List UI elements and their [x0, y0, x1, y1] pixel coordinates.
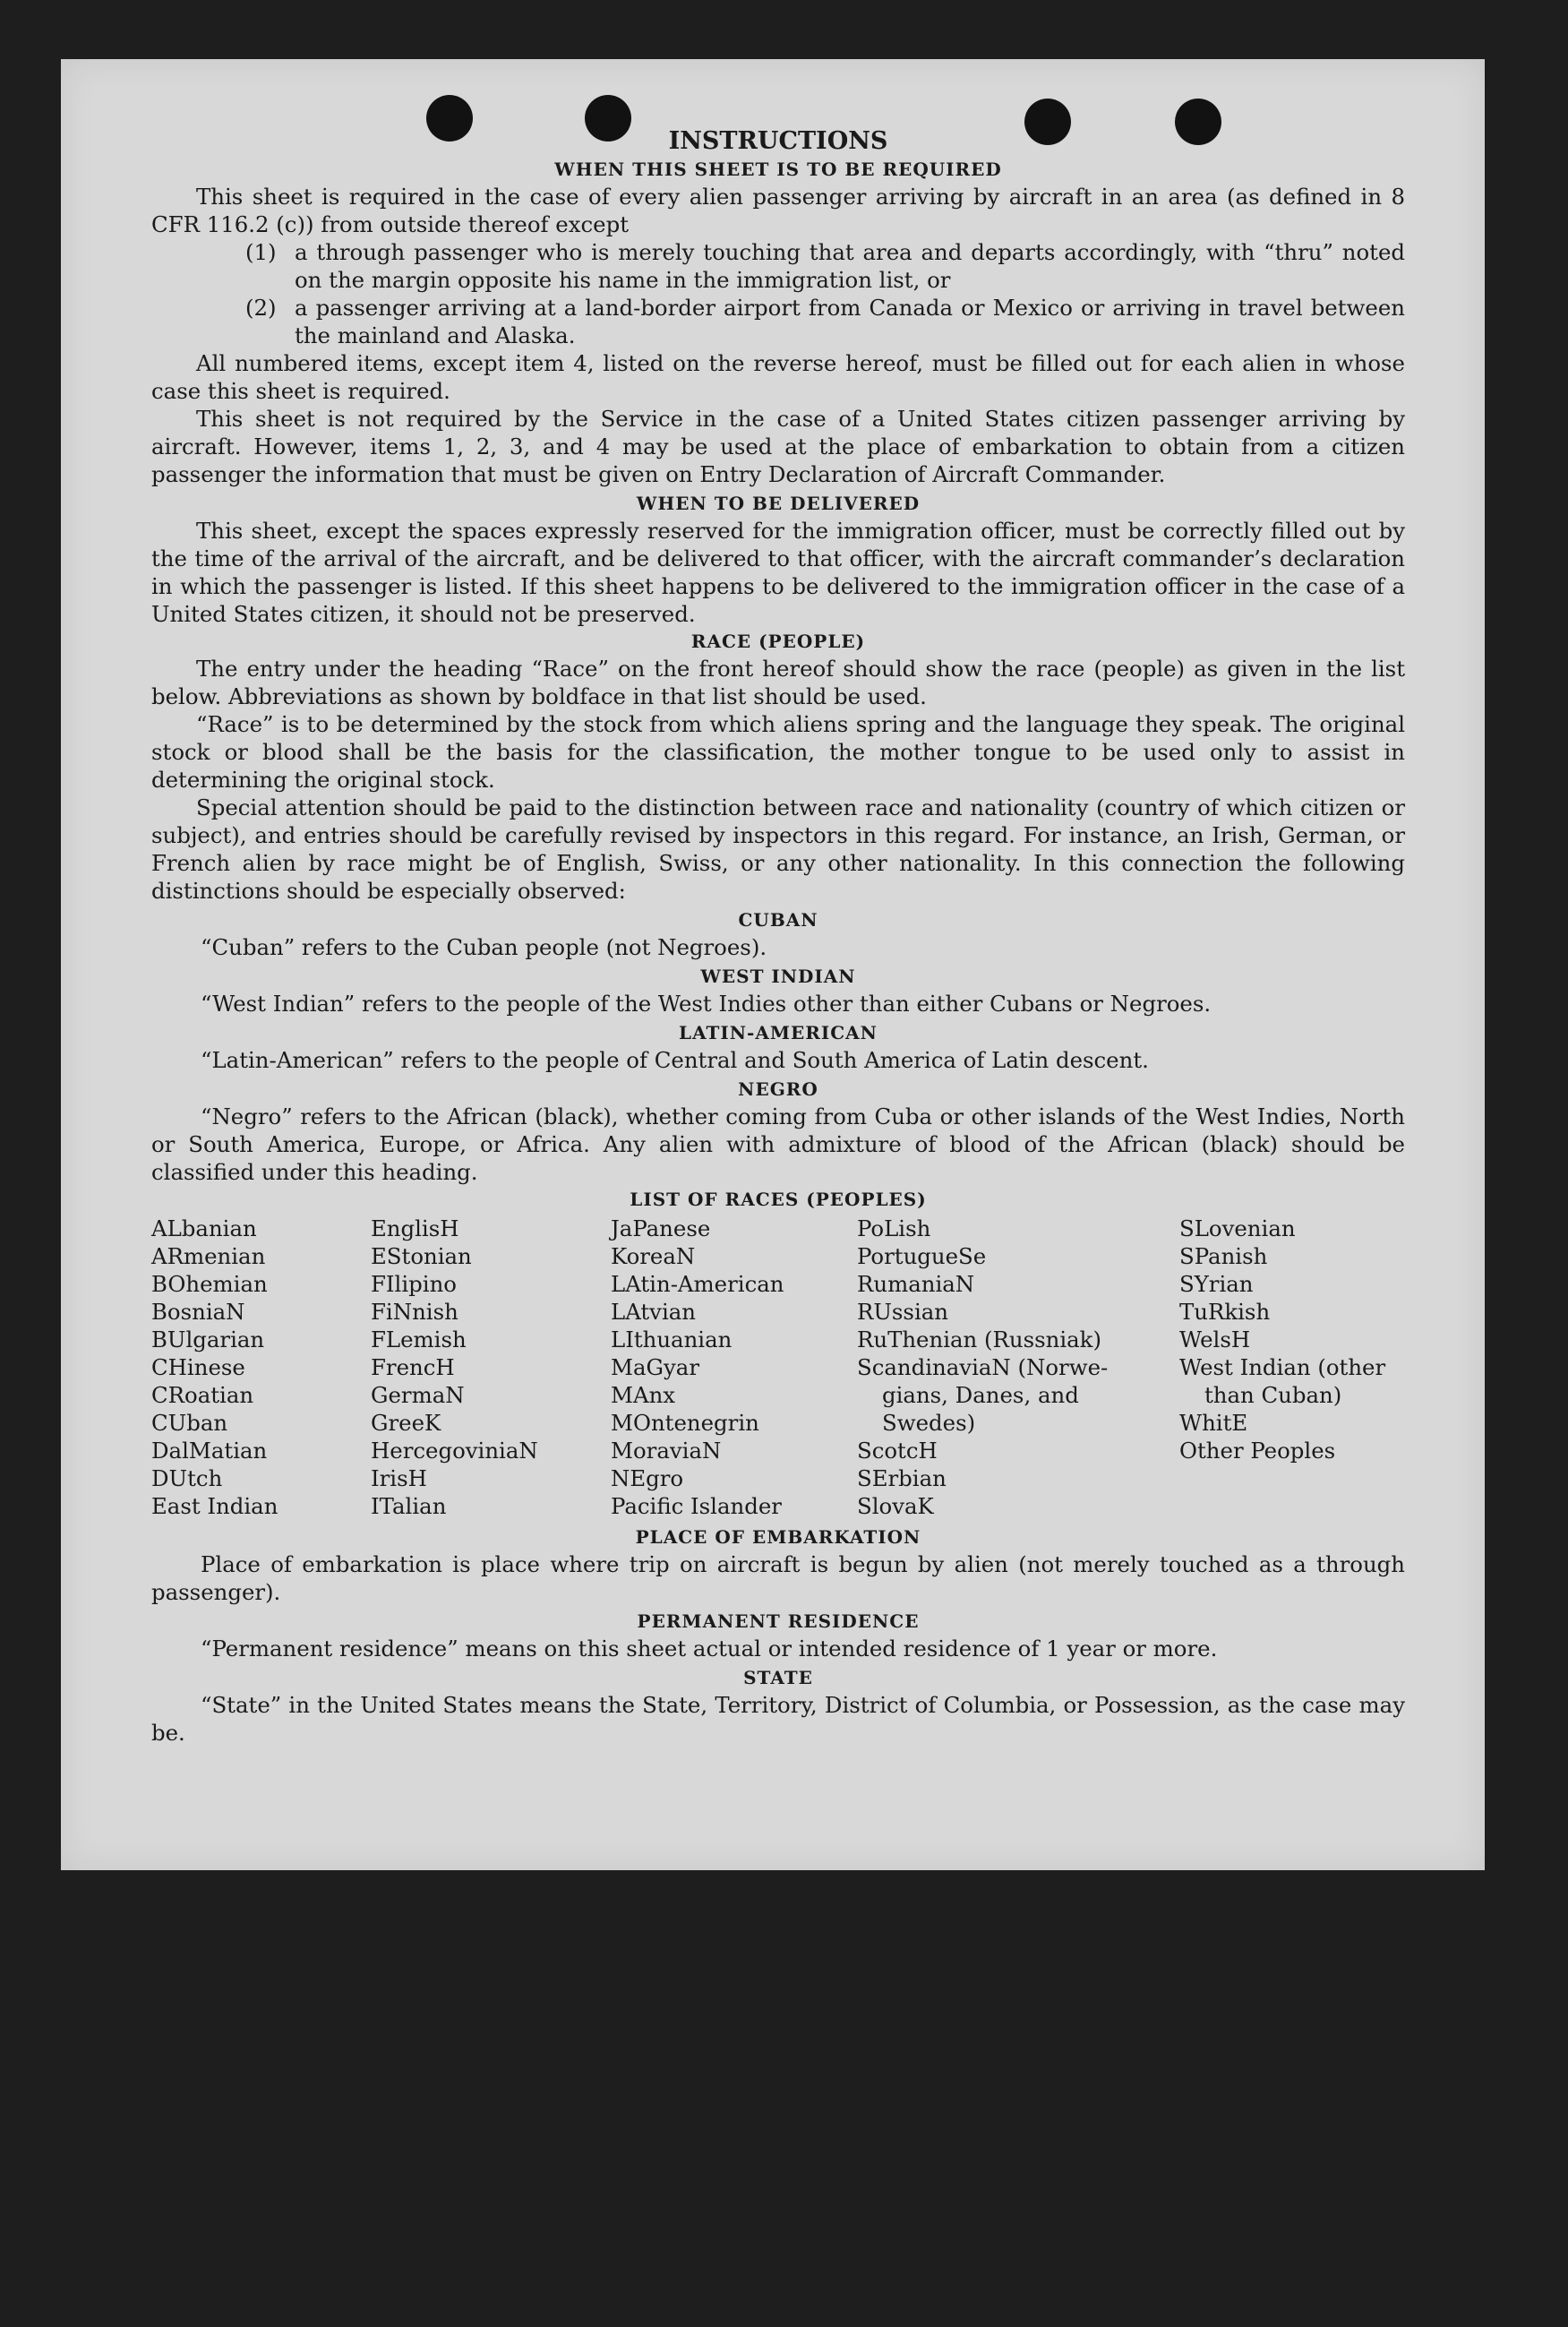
race-entry: gians, Danes, and: [882, 1382, 1079, 1408]
section-heading: NEGRO: [738, 1078, 818, 1100]
race-entry: LIthuanian: [611, 1327, 733, 1352]
paragraph: The entry under the heading “Race” on the front hereof should show the race (people) as given in the list below. Abbreviations as shown by boldface in that list should be used.: [151, 656, 1405, 709]
race-entry: GermaN: [371, 1382, 465, 1408]
race-entry: BosniaN: [151, 1299, 245, 1325]
race-entry: TuRkish: [1179, 1299, 1271, 1325]
race-entry: CHinese: [151, 1354, 245, 1380]
race-entry: CUban: [151, 1410, 228, 1436]
paragraph: Special attention should be paid to the distinction between race and nationality (country of which citizen or subject), and entries should be carefully revised by inspectors in this regard. For instance, an Irish, German, or French alien by race might be of English, Swiss, or any other nationality. In this connection the following distinctions should be especially observed:: [151, 794, 1405, 904]
races-column: [151, 1215, 371, 1520]
race-entry: KoreaN: [611, 1243, 696, 1269]
section-heading: CUBAN: [738, 909, 818, 931]
race-entry: HercegoviniaN: [371, 1438, 538, 1464]
paragraph: This sheet is required in the case of every alien passenger arriving by aircraft in an area (as defined in 8 CFR 116.2 (c)) from outside thereof except: [151, 184, 1405, 237]
race-entry: FiNnish: [371, 1299, 458, 1325]
races-column: [857, 1215, 1179, 1520]
definition: “State” in the United States means the State, Territory, District of Columbia, or Possession, as the case may be.: [151, 1692, 1405, 1746]
race-entry: West Indian (other: [1179, 1354, 1386, 1380]
race-entry: JaPanese: [611, 1215, 711, 1241]
section-heading: WEST INDIAN: [700, 966, 856, 987]
definition: “Cuban” refers to the Cuban people (not Negroes).: [201, 934, 767, 960]
race-entry: NEgro: [611, 1465, 684, 1491]
race-entry: Pacific Islander: [611, 1493, 782, 1519]
section-heading: WHEN THIS SHEET IS TO BE REQUIRED: [554, 159, 1002, 180]
definition: “Permanent residence” means on this sheet actual or intended residence of 1 year or more.: [201, 1636, 1218, 1662]
list-item: [151, 238, 1405, 294]
race-entry: MaGyar: [611, 1354, 699, 1380]
item-number: (1): [245, 239, 277, 265]
paragraph: All numbered items, except item 4, listed on the reverse hereof, must be filled out for each alien in whose case this sheet is required.: [151, 350, 1405, 404]
race-entry: IrisH: [371, 1465, 427, 1491]
definition: Place of embarkation is place where trip on aircraft is begun by alien (not merely touched as a through passenger).: [151, 1551, 1405, 1605]
race-entry: DUtch: [151, 1465, 223, 1491]
race-entry: ITalian: [371, 1493, 447, 1519]
race-entry: MOntenegrin: [611, 1410, 759, 1436]
race-entry: RUssian: [857, 1299, 949, 1325]
race-entry: WhitE: [1179, 1410, 1248, 1436]
section-heading: PLACE OF EMBARKATION: [635, 1526, 921, 1548]
race-entry: SLovenian: [1179, 1215, 1296, 1241]
section-heading: LIST OF RACES (PEOPLES): [630, 1189, 927, 1210]
section-heading: PERMANENT RESIDENCE: [637, 1610, 920, 1632]
race-entry: SErbian: [857, 1465, 947, 1491]
race-entry: ScotcH: [857, 1438, 938, 1464]
section-heading: RACE (PEOPLE): [690, 631, 866, 652]
section-heading: LATIN-AMERICAN: [679, 1022, 878, 1043]
race-entry: SYrian: [1179, 1271, 1254, 1297]
section-heading: STATE: [743, 1667, 813, 1688]
race-entry: FrencH: [371, 1354, 455, 1380]
race-entry: PortugueSe: [857, 1243, 987, 1269]
race-entry: BOhemian: [151, 1271, 268, 1297]
item-text: a through passenger who is merely touching that area and departs accordingly, with “thru” noted on the margin opposite his name in the immigration list, or: [295, 239, 1405, 293]
race-entry: GreeK: [371, 1410, 441, 1436]
race-entry: SlovaK: [857, 1493, 934, 1519]
races-column: [1179, 1215, 1405, 1520]
paragraph: This sheet is not required by the Service in the case of a United States citizen passenger arriving by aircraft. However, items 1, 2, 3, and 4 may be used at the place of embarkation to obtain from a citizen passenger the information that must be given on Entry Declaration of Aircraft Commander.: [151, 406, 1405, 487]
races-list: [151, 1215, 1405, 1520]
race-entry: FLemish: [371, 1327, 467, 1352]
list-item: [151, 294, 1405, 349]
definition: “Latin-American” refers to the people of Central and South America of Latin descent.: [201, 1047, 1149, 1073]
section-heading: WHEN TO BE DELIVERED: [636, 493, 921, 514]
race-entry: FIlipino: [371, 1271, 457, 1297]
race-entry: PoLish: [857, 1215, 931, 1241]
race-entry: RuThenian (Russniak): [857, 1327, 1101, 1352]
race-entry: Swedes): [882, 1410, 976, 1436]
paragraph: “Race” is to be determined by the stock from which aliens spring and the language they speak. The original stock or blood shall be the basis for the classification, the mother tongue to be used only to assist in determining the original stock.: [151, 711, 1405, 793]
document-title: INSTRUCTIONS: [668, 127, 888, 155]
race-entry: MAnx: [611, 1382, 676, 1408]
race-entry: LAtin-American: [611, 1271, 784, 1297]
race-entry: EnglisH: [371, 1215, 459, 1241]
race-entry: East Indian: [151, 1493, 278, 1519]
item-number: (2): [245, 295, 277, 321]
race-entry: DalMatian: [151, 1438, 268, 1464]
races-column: [611, 1215, 857, 1520]
paragraph: This sheet, except the spaces expressly reserved for the immigration officer, must be correctly filled out by the time of the arrival of the aircraft, and be delivered to that officer, with the aircraft commander’s declaration in which the passenger is listed. If this sheet happens to be delivered to the immigration officer in the case of a United States citizen, it should not be preserved.: [151, 518, 1405, 627]
race-entry: CRoatian: [151, 1382, 254, 1408]
race-entry: than Cuban): [1204, 1382, 1342, 1408]
race-entry: LAtvian: [611, 1299, 697, 1325]
document-sheet: [61, 59, 1485, 1870]
race-entry: ScandinaviaN (Norwe-: [857, 1354, 1109, 1380]
definition: “West Indian” refers to the people of the West Indies other than either Cubans or Negroes.: [201, 991, 1212, 1017]
race-entry: SPanish: [1179, 1243, 1268, 1269]
race-entry: ALbanian: [151, 1215, 257, 1241]
item-text: a passenger arriving at a land-border airport from Canada or Mexico or arriving in travel between the mainland and Alaska.: [295, 295, 1405, 348]
race-entry: Other Peoples: [1179, 1438, 1336, 1464]
race-entry: MoraviaN: [611, 1438, 722, 1464]
race-entry: EStonian: [371, 1243, 472, 1269]
races-column: [371, 1215, 611, 1520]
race-entry: ARmenian: [151, 1243, 266, 1269]
race-entry: RumaniaN: [857, 1271, 975, 1297]
document-body: [151, 127, 1405, 1747]
definition: “Negro” refers to the African (black), whether coming from Cuba or other islands of the West Indies, North or South America, Europe, or Africa. Any alien with admixture of blood of the African (black) should be classified under this heading.: [151, 1103, 1405, 1185]
race-entry: WelsH: [1179, 1327, 1251, 1352]
race-entry: BUlgarian: [151, 1327, 265, 1352]
